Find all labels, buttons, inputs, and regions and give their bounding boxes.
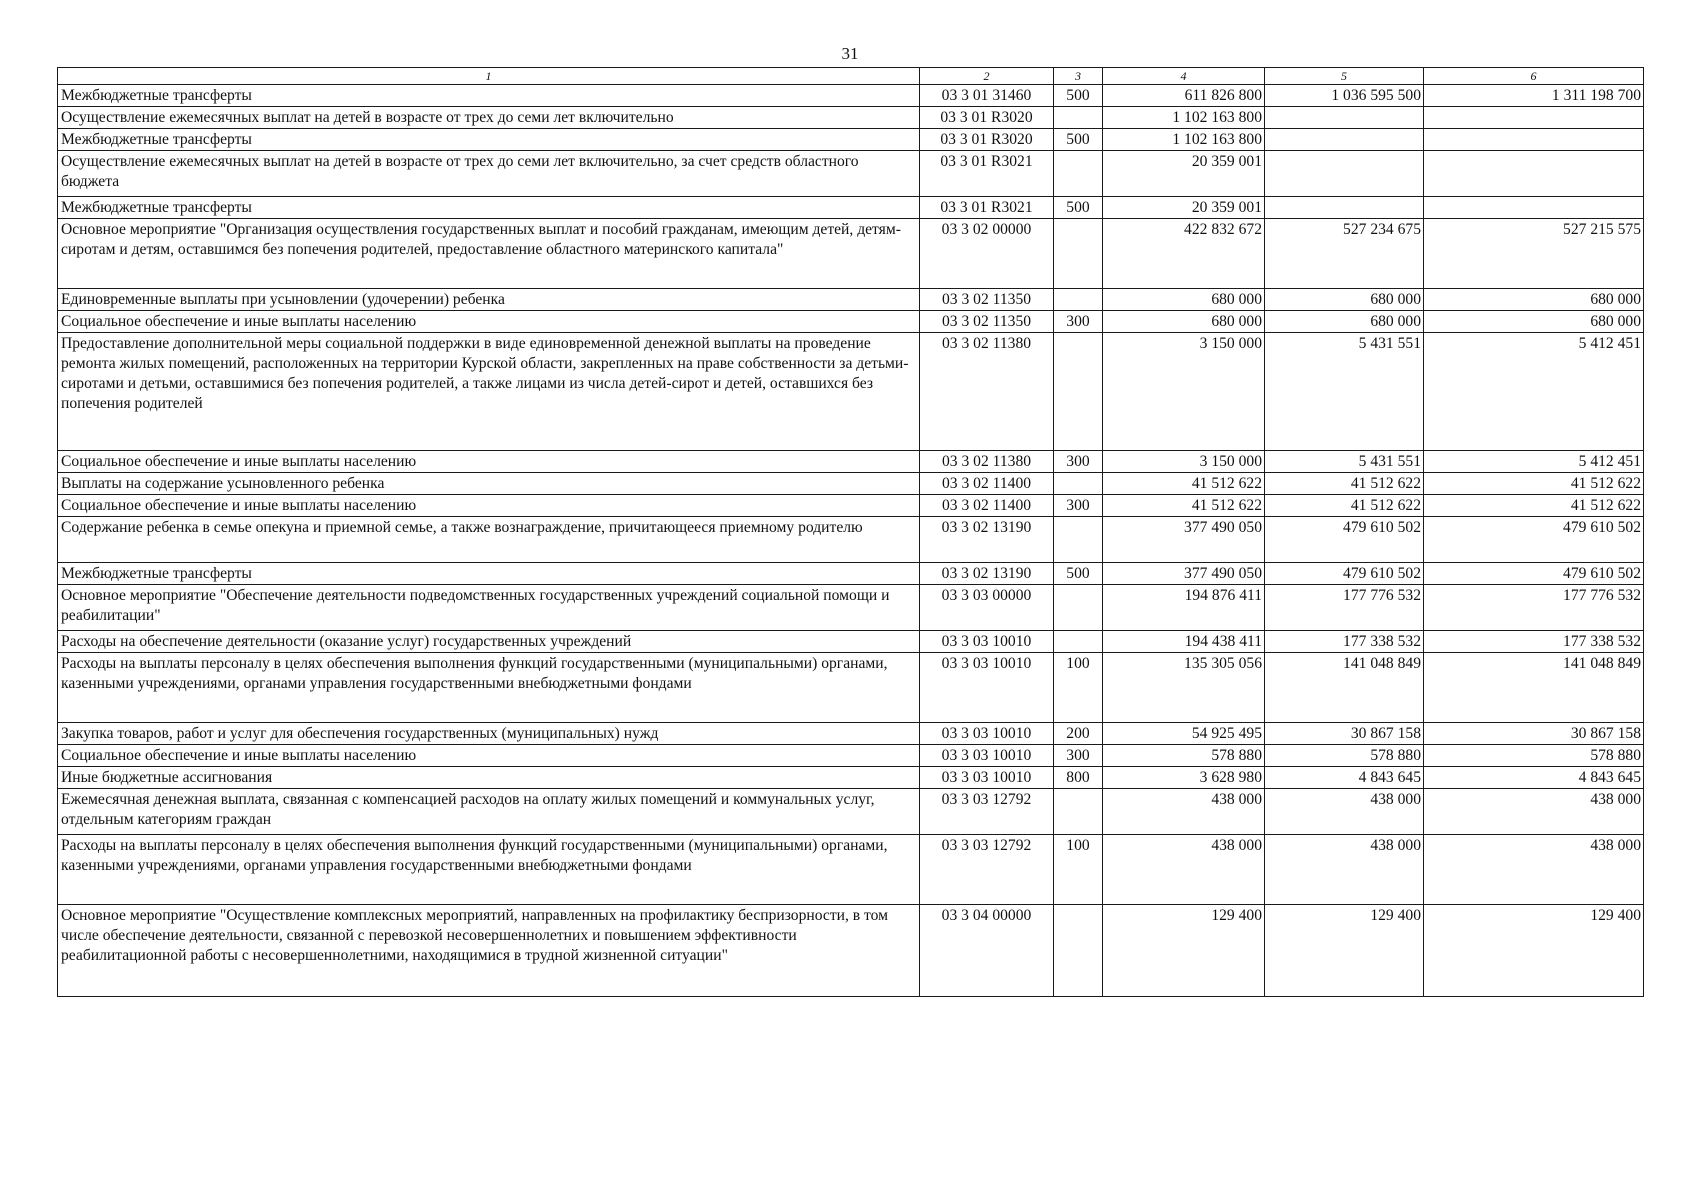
row-amount-3-cell: 527 215 575 (1424, 219, 1644, 289)
row-code-cell: 03 3 03 12792 (920, 835, 1054, 905)
row-amount-3-cell (1424, 107, 1644, 129)
row-amount-2-cell: 30 867 158 (1265, 723, 1424, 745)
table-row (58, 197, 1644, 219)
row-expense-type-cell (1054, 789, 1103, 835)
row-amount-3-cell: 438 000 (1424, 789, 1644, 835)
row-amount-2-cell: 41 512 622 (1265, 473, 1424, 495)
row-name-cell: Содержание ребенка в семье опекуна и приемной семье, а также вознаграждение, причитающееся приемному родителю (58, 517, 920, 563)
row-code-cell: 03 3 03 10010 (920, 653, 1054, 723)
row-amount-3-cell: 41 512 622 (1424, 473, 1644, 495)
row-expense-type-cell: 500 (1054, 85, 1103, 107)
row-amount-2-cell (1265, 197, 1424, 219)
row-expense-type-cell (1054, 219, 1103, 289)
row-amount-3-cell: 479 610 502 (1424, 517, 1644, 563)
row-amount-1-cell: 377 490 050 (1103, 517, 1265, 563)
row-expense-type-cell (1054, 473, 1103, 495)
budget-table-container (57, 67, 1643, 997)
table-row (58, 631, 1644, 653)
row-name-cell: Межбюджетные трансферты (58, 197, 920, 219)
row-amount-2-cell: 177 776 532 (1265, 585, 1424, 631)
row-expense-type-cell: 300 (1054, 745, 1103, 767)
column-header: 1 (58, 68, 920, 85)
row-name-cell: Социальное обеспечение и иные выплаты населению (58, 745, 920, 767)
row-amount-1-cell: 41 512 622 (1103, 473, 1265, 495)
row-amount-2-cell: 5 431 551 (1265, 451, 1424, 473)
row-name-cell: Закупка товаров, работ и услуг для обеспечения государственных (муниципальных) нужд (58, 723, 920, 745)
column-number-row (58, 68, 1644, 85)
row-name-cell: Социальное обеспечение и иные выплаты населению (58, 495, 920, 517)
row-amount-2-cell: 438 000 (1265, 835, 1424, 905)
row-code-cell: 03 3 02 11400 (920, 473, 1054, 495)
table-row (58, 129, 1644, 151)
row-amount-2-cell (1265, 151, 1424, 197)
row-code-cell: 03 3 01 31460 (920, 85, 1054, 107)
row-amount-1-cell: 680 000 (1103, 289, 1265, 311)
row-amount-3-cell: 578 880 (1424, 745, 1644, 767)
row-amount-2-cell (1265, 107, 1424, 129)
row-amount-3-cell: 5 412 451 (1424, 451, 1644, 473)
table-row (58, 495, 1644, 517)
row-amount-1-cell: 41 512 622 (1103, 495, 1265, 517)
row-code-cell: 03 3 03 10010 (920, 723, 1054, 745)
row-amount-1-cell: 680 000 (1103, 311, 1265, 333)
row-code-cell: 03 3 02 13190 (920, 563, 1054, 585)
table-row (58, 219, 1644, 289)
table-row (58, 289, 1644, 311)
row-name-cell: Единовременные выплаты при усыновлении (удочерении) ребенка (58, 289, 920, 311)
row-amount-3-cell (1424, 197, 1644, 219)
row-expense-type-cell (1054, 333, 1103, 451)
row-amount-3-cell: 680 000 (1424, 311, 1644, 333)
row-amount-3-cell (1424, 129, 1644, 151)
row-amount-3-cell: 680 000 (1424, 289, 1644, 311)
table-row (58, 723, 1644, 745)
row-amount-1-cell: 1 102 163 800 (1103, 129, 1265, 151)
row-amount-1-cell: 578 880 (1103, 745, 1265, 767)
row-name-cell: Расходы на выплаты персоналу в целях обеспечения выполнения функций государственными (муниципальными) органами, казенными учреждениями, органами управления государственными внебюджетными фондами (58, 653, 920, 723)
table-row (58, 333, 1644, 451)
row-amount-3-cell: 4 843 645 (1424, 767, 1644, 789)
row-name-cell: Межбюджетные трансферты (58, 563, 920, 585)
row-amount-3-cell: 41 512 622 (1424, 495, 1644, 517)
row-amount-3-cell: 129 400 (1424, 905, 1644, 997)
table-row (58, 517, 1644, 563)
row-name-cell: Осуществление ежемесячных выплат на детей в возрасте от трех до семи лет включительно (58, 107, 920, 129)
table-body (58, 85, 1644, 997)
row-amount-2-cell: 129 400 (1265, 905, 1424, 997)
row-expense-type-cell (1054, 517, 1103, 563)
row-expense-type-cell (1054, 151, 1103, 197)
row-name-cell: Осуществление ежемесячных выплат на детей в возрасте от трех до семи лет включительно, за счет средств областного бюджета (58, 151, 920, 197)
table-row (58, 653, 1644, 723)
table-row (58, 789, 1644, 835)
table-row (58, 585, 1644, 631)
row-amount-1-cell: 422 832 672 (1103, 219, 1265, 289)
row-code-cell: 03 3 02 00000 (920, 219, 1054, 289)
row-amount-2-cell: 4 843 645 (1265, 767, 1424, 789)
row-amount-3-cell: 177 338 532 (1424, 631, 1644, 653)
row-expense-type-cell: 100 (1054, 653, 1103, 723)
row-expense-type-cell: 500 (1054, 563, 1103, 585)
table-row (58, 745, 1644, 767)
table-row (58, 905, 1644, 997)
row-amount-3-cell: 177 776 532 (1424, 585, 1644, 631)
row-expense-type-cell: 500 (1054, 129, 1103, 151)
table-row (58, 473, 1644, 495)
row-amount-1-cell: 20 359 001 (1103, 151, 1265, 197)
table-row (58, 767, 1644, 789)
row-amount-3-cell: 438 000 (1424, 835, 1644, 905)
row-amount-3-cell: 1 311 198 700 (1424, 85, 1644, 107)
row-name-cell: Межбюджетные трансферты (58, 129, 920, 151)
row-name-cell: Иные бюджетные ассигнования (58, 767, 920, 789)
row-amount-2-cell (1265, 129, 1424, 151)
row-amount-1-cell: 3 150 000 (1103, 333, 1265, 451)
row-code-cell: 03 3 02 11350 (920, 311, 1054, 333)
row-amount-2-cell: 438 000 (1265, 789, 1424, 835)
row-expense-type-cell (1054, 289, 1103, 311)
row-code-cell: 03 3 02 11400 (920, 495, 1054, 517)
page-number: 31 (841, 44, 859, 63)
row-amount-2-cell: 479 610 502 (1265, 563, 1424, 585)
row-name-cell: Расходы на выплаты персоналу в целях обеспечения выполнения функций государственными (муниципальными) органами, казенными учреждениями, органами управления государственными внебюджетными фондами (58, 835, 920, 905)
row-code-cell: 03 3 03 10010 (920, 745, 1054, 767)
row-expense-type-cell (1054, 585, 1103, 631)
row-amount-3-cell: 30 867 158 (1424, 723, 1644, 745)
row-amount-1-cell: 377 490 050 (1103, 563, 1265, 585)
row-amount-1-cell: 438 000 (1103, 789, 1265, 835)
row-expense-type-cell: 300 (1054, 311, 1103, 333)
column-header: 2 (920, 68, 1054, 85)
row-name-cell: Расходы на обеспечение деятельности (оказание услуг) государственных учреждений (58, 631, 920, 653)
row-expense-type-cell: 100 (1054, 835, 1103, 905)
row-code-cell: 03 3 02 11380 (920, 451, 1054, 473)
row-code-cell: 03 3 01 R3020 (920, 107, 1054, 129)
row-expense-type-cell (1054, 631, 1103, 653)
column-header: 5 (1265, 68, 1424, 85)
row-name-cell: Межбюджетные трансферты (58, 85, 920, 107)
row-name-cell: Основное мероприятие "Обеспечение деятельности подведомственных государственных учреждений социальной помощи и реабилитации" (58, 585, 920, 631)
table-row (58, 311, 1644, 333)
table-row (58, 151, 1644, 197)
row-amount-2-cell: 479 610 502 (1265, 517, 1424, 563)
row-code-cell: 03 3 04 00000 (920, 905, 1054, 997)
row-name-cell: Основное мероприятие "Осуществление комплексных мероприятий, направленных на профилактику беспризорности, в том числе обеспечение деятельности, связанной с перевозкой несовершеннолетних и повышением эффективности реабилитационной работы с несовершеннолетними, находящимися в трудной жизненной ситуации" (58, 905, 920, 997)
row-amount-2-cell: 578 880 (1265, 745, 1424, 767)
table-row (58, 107, 1644, 129)
table-row (58, 451, 1644, 473)
row-expense-type-cell: 800 (1054, 767, 1103, 789)
row-amount-2-cell: 177 338 532 (1265, 631, 1424, 653)
row-name-cell: Социальное обеспечение и иные выплаты населению (58, 311, 920, 333)
row-amount-1-cell: 611 826 800 (1103, 85, 1265, 107)
row-code-cell: 03 3 03 10010 (920, 767, 1054, 789)
row-amount-3-cell: 141 048 849 (1424, 653, 1644, 723)
row-amount-1-cell: 135 305 056 (1103, 653, 1265, 723)
row-expense-type-cell: 300 (1054, 451, 1103, 473)
row-amount-3-cell (1424, 151, 1644, 197)
row-amount-3-cell: 5 412 451 (1424, 333, 1644, 451)
row-amount-2-cell: 680 000 (1265, 289, 1424, 311)
row-name-cell: Предоставление дополнительной меры социальной поддержки в виде единовременной денежной выплаты на проведение ремонта жилых помещений, расположенных на территории Курской области, закрепленных на праве собственности за детьми-сиротами и детьми, оставшимися без попечения родителей, а также лицами из числа детей-сирот и детей, оставшихся без попечения родителей (58, 333, 920, 451)
row-amount-2-cell: 527 234 675 (1265, 219, 1424, 289)
row-code-cell: 03 3 01 R3021 (920, 197, 1054, 219)
row-amount-1-cell: 438 000 (1103, 835, 1265, 905)
row-code-cell: 03 3 02 11380 (920, 333, 1054, 451)
budget-table (57, 67, 1644, 997)
row-amount-2-cell: 141 048 849 (1265, 653, 1424, 723)
row-amount-2-cell: 5 431 551 (1265, 333, 1424, 451)
row-amount-2-cell: 1 036 595 500 (1265, 85, 1424, 107)
row-code-cell: 03 3 03 12792 (920, 789, 1054, 835)
row-amount-2-cell: 680 000 (1265, 311, 1424, 333)
table-row (58, 563, 1644, 585)
row-expense-type-cell: 200 (1054, 723, 1103, 745)
row-code-cell: 03 3 03 00000 (920, 585, 1054, 631)
row-amount-1-cell: 3 628 980 (1103, 767, 1265, 789)
column-header: 3 (1054, 68, 1103, 85)
row-code-cell: 03 3 02 13190 (920, 517, 1054, 563)
row-amount-1-cell: 20 359 001 (1103, 197, 1265, 219)
row-name-cell: Социальное обеспечение и иные выплаты населению (58, 451, 920, 473)
row-amount-1-cell: 129 400 (1103, 905, 1265, 997)
column-header: 4 (1103, 68, 1265, 85)
row-amount-2-cell: 41 512 622 (1265, 495, 1424, 517)
column-header: 6 (1424, 68, 1644, 85)
row-amount-1-cell: 54 925 495 (1103, 723, 1265, 745)
row-expense-type-cell: 300 (1054, 495, 1103, 517)
row-code-cell: 03 3 01 R3021 (920, 151, 1054, 197)
row-code-cell: 03 3 01 R3020 (920, 129, 1054, 151)
row-amount-1-cell: 1 102 163 800 (1103, 107, 1265, 129)
row-name-cell: Выплаты на содержание усыновленного ребенка (58, 473, 920, 495)
row-expense-type-cell: 500 (1054, 197, 1103, 219)
row-name-cell: Ежемесячная денежная выплата, связанная с компенсацией расходов на оплату жилых помещений и коммунальных услуг, отдельным категориям граждан (58, 789, 920, 835)
table-row (58, 835, 1644, 905)
table-row (58, 85, 1644, 107)
row-code-cell: 03 3 02 11350 (920, 289, 1054, 311)
row-code-cell: 03 3 03 10010 (920, 631, 1054, 653)
row-expense-type-cell (1054, 107, 1103, 129)
row-expense-type-cell (1054, 905, 1103, 997)
row-amount-1-cell: 194 438 411 (1103, 631, 1265, 653)
row-name-cell: Основное мероприятие "Организация осуществления государственных выплат и пособий гражданам, имеющим детей, детям-сиротам и детям, оставшимся без попечения родителей, предоставление областного материнского капитала" (58, 219, 920, 289)
row-amount-1-cell: 3 150 000 (1103, 451, 1265, 473)
row-amount-1-cell: 194 876 411 (1103, 585, 1265, 631)
row-amount-3-cell: 479 610 502 (1424, 563, 1644, 585)
